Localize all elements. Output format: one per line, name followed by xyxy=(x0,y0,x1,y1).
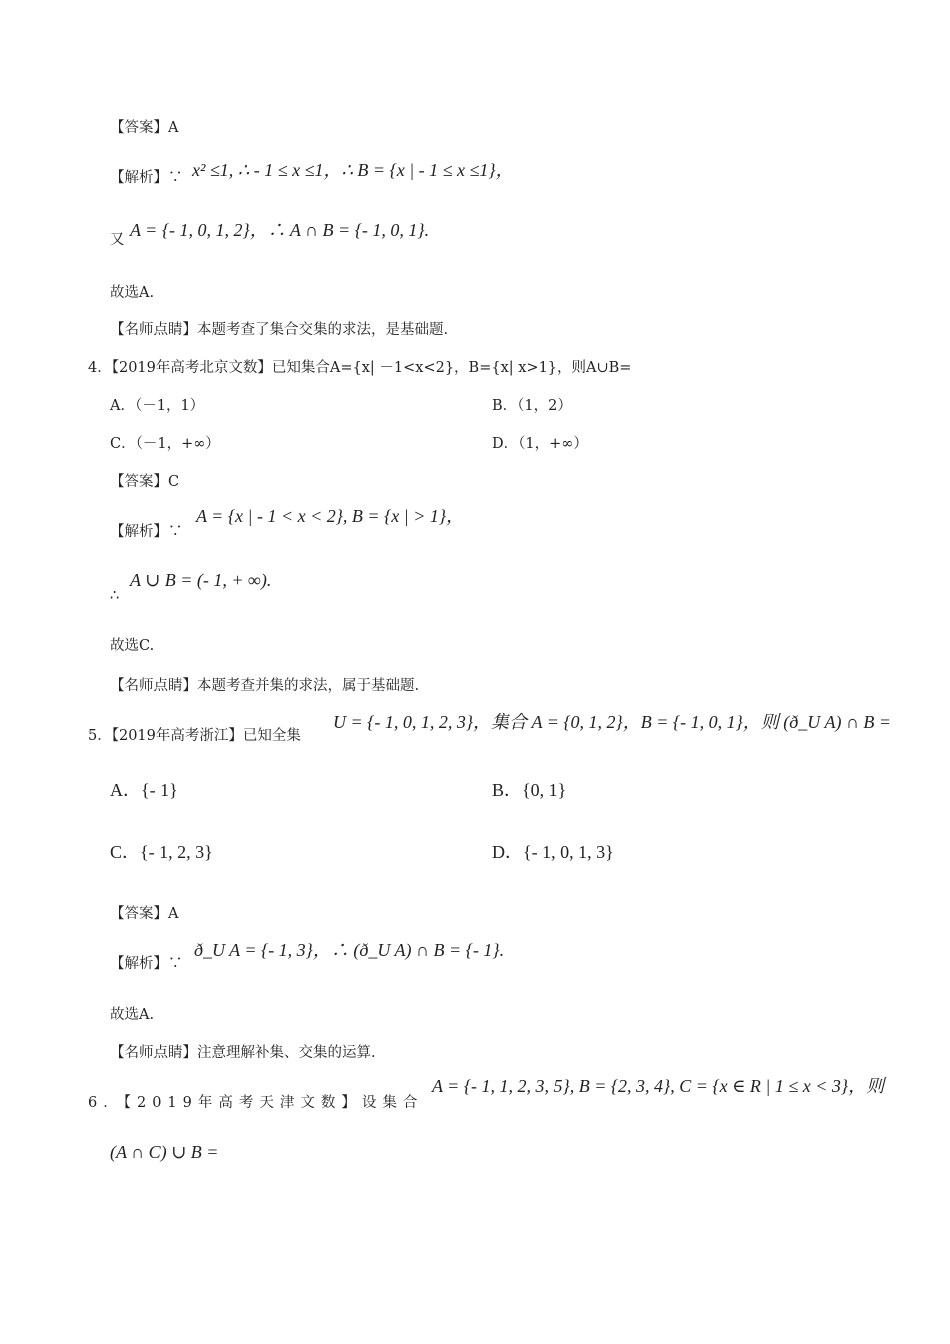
choose-4: 故选C. xyxy=(110,638,155,654)
analysis-label-4: 【解析】∵ xyxy=(110,524,183,540)
analysis-math-4b: A ∪ B = (- 1, + ∞). xyxy=(130,570,272,590)
choose-5: 故选A. xyxy=(110,1007,155,1023)
comment-4: 【名师点睛】本题考查并集的求法，属于基础题. xyxy=(110,678,420,694)
option-4a: A．（－1，1） xyxy=(110,398,205,414)
analysis-math-3b: A = {- 1, 0, 1, 2}，∴ A ∩ B = {- 1, 0, 1}. xyxy=(130,220,430,240)
analysis-label-3: 【解析】∵ xyxy=(110,170,183,186)
analysis-math-5: ð_U A = {- 1, 3}，∴ (ð_U A) ∩ B = {- 1}. xyxy=(194,940,505,960)
question-6: 6．【2019年高考天津文数】设集合 xyxy=(88,1095,424,1111)
therefore-4: ∴ xyxy=(110,588,120,604)
option-5c: C．{- 1, 2, 3} xyxy=(110,842,213,862)
option-5d: D．{- 1, 0, 1, 3} xyxy=(492,842,614,862)
question-5-math: U = {- 1, 0, 1, 2, 3}，集合 A = {0, 1, 2}，B = {- 1, 0, 1}，则 (ð_U A) ∩ B = xyxy=(333,712,892,732)
option-5b: B．{0, 1} xyxy=(492,780,567,800)
analysis-math-3a: x² ≤1, ∴ - 1 ≤ x ≤1，∴ B = {x | - 1 ≤ x ≤1}， xyxy=(192,160,514,180)
comment-3: 【名师点睛】本题考查了集合交集的求法，是基础题. xyxy=(110,322,449,338)
question-4: 4．【2019年高考北京文数】已知集合A={x| －1<x<2}，B={x| x>1}，则A∪B= xyxy=(88,360,632,376)
choose-3: 故选A. xyxy=(110,285,155,301)
question-6-math: A = {- 1, 1, 2, 3, 5}, B = {2, 3, 4}, C = {x ∈ R | 1 ≤ x < 3}，则 xyxy=(432,1076,885,1096)
option-4d: D．（1，+∞） xyxy=(492,436,588,452)
line-answer-3: 【答案】A xyxy=(110,120,179,136)
option-4c: C．（－1，+∞） xyxy=(110,436,220,452)
analysis-label-5: 【解析】∵ xyxy=(110,956,183,972)
answer-4: 【答案】C xyxy=(110,474,180,490)
analysis-you-3: 又 xyxy=(110,232,125,248)
option-4b: B．（1，2） xyxy=(492,398,572,414)
answer-5: 【答案】A xyxy=(110,906,179,922)
question-5: 5．【2019年高考浙江】已知全集 xyxy=(88,728,301,744)
comment-5: 【名师点睛】注意理解补集、交集的运算. xyxy=(110,1045,376,1061)
option-5a: A．{- 1} xyxy=(110,780,178,800)
question-6-result: (A ∩ C) ∪ B = xyxy=(110,1142,219,1162)
analysis-math-4a: A = {x | - 1 < x < 2}, B = {x | > 1}， xyxy=(196,506,465,526)
